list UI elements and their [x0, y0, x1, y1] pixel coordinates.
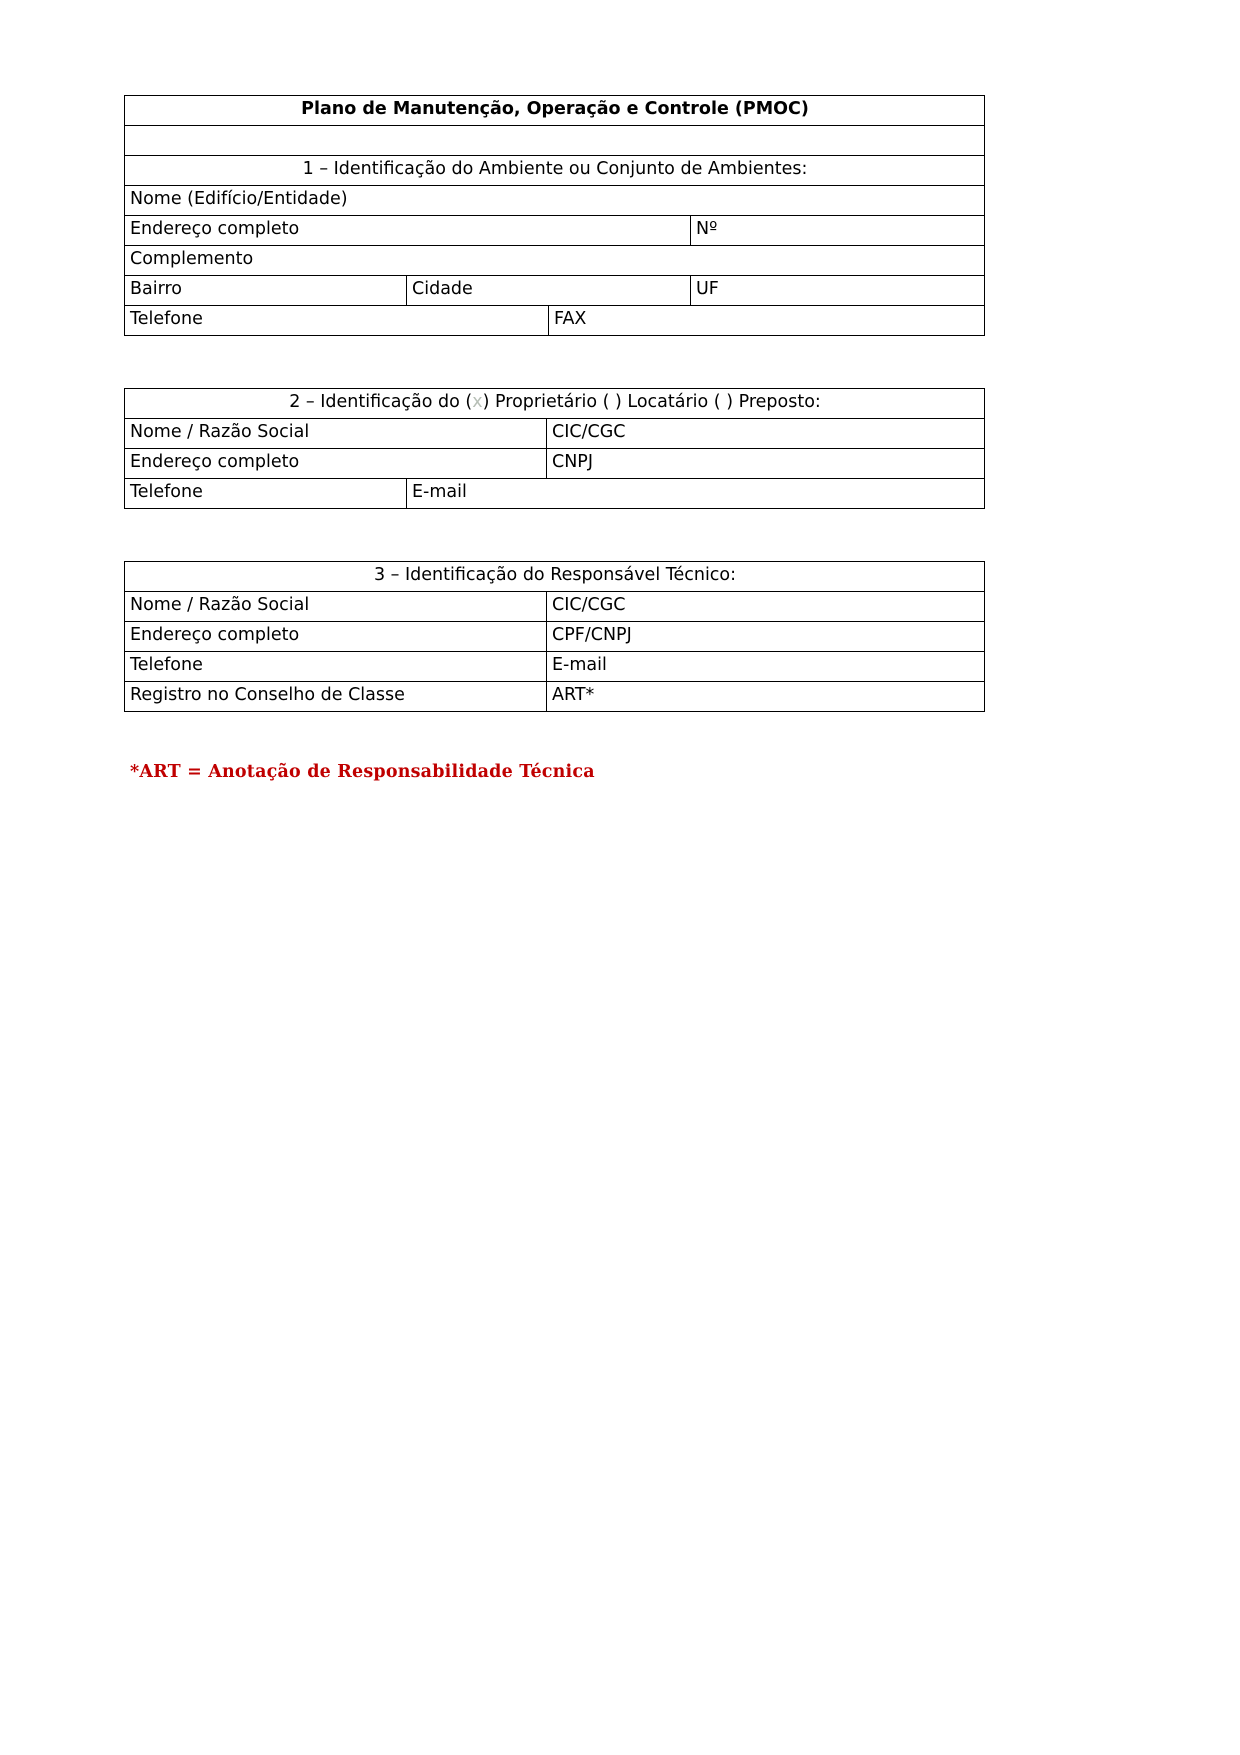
- field-label-registro-conselho-classe: Registro no Conselho de Classe: [125, 682, 547, 712]
- table-row: [125, 622, 985, 652]
- table-row: [125, 449, 985, 479]
- field-label-email: E-mail: [547, 652, 985, 682]
- section-1-header-row: [125, 156, 985, 186]
- section-gap-2: [124, 509, 984, 561]
- field-label-numero: Nº: [691, 216, 985, 246]
- table-row: [125, 246, 985, 276]
- pmoc-form: [124, 95, 984, 782]
- field-label-nome-razao-social: Nome / Razão Social: [125, 419, 547, 449]
- field-label-endereco-completo: Endereço completo: [125, 449, 547, 479]
- blank-cell: [125, 126, 985, 156]
- field-label-endereco-completo: Endereço completo: [125, 622, 547, 652]
- art-footnote: *ART = Anotação de Responsabilidade Técnica: [130, 762, 595, 782]
- section-3-header-row: [125, 562, 985, 592]
- table-row: [125, 186, 985, 216]
- field-label-cic-cgc: CIC/CGC: [547, 592, 985, 622]
- section-2-header: [125, 389, 985, 419]
- field-label-telefone: Telefone: [125, 479, 407, 509]
- field-label-email: E-mail: [407, 479, 985, 509]
- field-label-fax: FAX: [549, 306, 985, 336]
- field-label-complemento: Complemento: [125, 246, 985, 276]
- section-2-header-text-before: 2 – Identificação do (: [289, 392, 473, 412]
- field-label-cnpj: CNPJ: [547, 449, 985, 479]
- section-2-header-row: [125, 389, 985, 419]
- field-label-nome-razao-social: Nome / Razão Social: [125, 592, 547, 622]
- field-label-telefone: Telefone: [125, 652, 547, 682]
- field-label-art: ART*: [547, 682, 985, 712]
- section-gap-1: [124, 336, 984, 388]
- page-title: Plano de Manutenção, Operação e Controle (PMOC): [125, 96, 985, 126]
- table-row: [125, 479, 985, 509]
- proprietario-checkbox-x: x: [472, 392, 483, 412]
- field-label-bairro: Bairro: [125, 276, 407, 306]
- field-label-uf: UF: [691, 276, 985, 306]
- spacer-row: [125, 126, 985, 156]
- section-1-table: [124, 95, 985, 336]
- table-row: [125, 652, 985, 682]
- table-row: [125, 306, 985, 336]
- table-row: [125, 276, 985, 306]
- section-2-header-text-after: ) Proprietário ( ) Locatário ( ) Preposto:: [482, 392, 821, 412]
- table-row: [125, 216, 985, 246]
- title-row: [125, 96, 985, 126]
- field-label-cic-cgc: CIC/CGC: [547, 419, 985, 449]
- section-3-header: 3 – Identificação do Responsável Técnico:: [125, 562, 985, 592]
- field-label-cpf-cnpj: CPF/CNPJ: [547, 622, 985, 652]
- field-label-nome-edificio: Nome (Edifício/Entidade): [125, 186, 985, 216]
- field-label-cidade: Cidade: [407, 276, 691, 306]
- field-label-endereco-completo: Endereço completo: [125, 216, 691, 246]
- section-2-table: [124, 388, 985, 509]
- field-label-telefone: Telefone: [125, 306, 549, 336]
- table-row: [125, 419, 985, 449]
- section-3-table: [124, 561, 985, 712]
- section-1-header: 1 – Identificação do Ambiente ou Conjunto de Ambientes:: [125, 156, 985, 186]
- table-row: [125, 682, 985, 712]
- table-row: [125, 592, 985, 622]
